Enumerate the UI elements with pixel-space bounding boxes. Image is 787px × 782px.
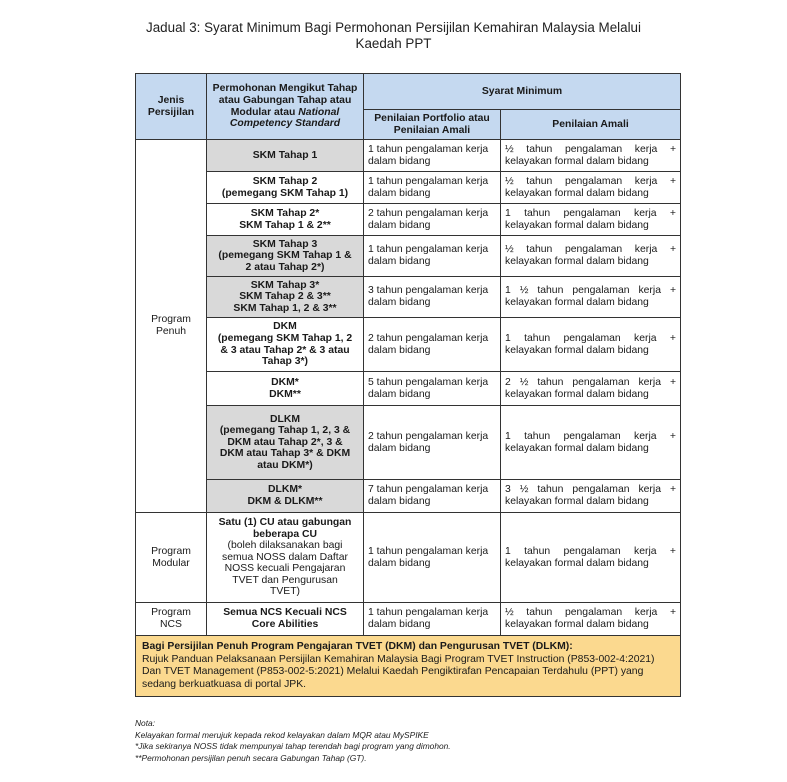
note-body: Rujuk Panduan Pelaksanaan Persijilan Kemahiran Malaysia Bagi Program TVET Instruction (P853-002-4:2021) Dan TVET Management (P853-002-5:2021) Melalui Kaedah Pengiktirafan Pencapaian Terdahulu (PPT) yang sedang berkuatkuasa di portal JPK. [142, 653, 655, 690]
level-line: (pemegang SKM Tahap 1) [221, 187, 349, 199]
amali-cell: ½ tahun pengalaman kerja + kelayakan formal dalam bidang [501, 603, 681, 636]
header-portfolio: Penilaian Portfolio atau Penilaian Amali [364, 110, 501, 140]
level-line: SKM Tahap 3* [250, 279, 320, 291]
level-line: Tahap 3*) [262, 356, 308, 368]
level-line: SKM Tahap 2* [250, 207, 320, 219]
level-subline: TVET) [269, 586, 300, 598]
level-cell [207, 318, 364, 372]
amali-cell: 1 tahun pengalaman kerja + kelayakan formal dalam bidang [501, 204, 681, 236]
level-subline: TVET dan Pengurusan [232, 574, 338, 586]
header-amali: Penilaian Amali [501, 110, 681, 140]
amali-cell: 1 tahun pengalaman kerja + kelayakan formal dalam bidang [501, 406, 681, 480]
footnote-line: **Permohonan persijilan penuh secara Gabungan Tahap (GT). [135, 752, 367, 763]
header-permohonan-text: Permohonan Mengikut Tahap atau Gabungan Tahap atau Modular atau [212, 83, 358, 118]
level-line: Core Abilities [251, 619, 319, 630]
level-cell [207, 372, 364, 406]
footnotes [135, 718, 695, 764]
portfolio-cell: 1 tahun pengalaman kerja dalam bidang [364, 513, 501, 603]
level-line: DKM* [271, 376, 299, 388]
level-line: DKM** [269, 388, 301, 400]
level-cell [207, 480, 364, 513]
amali-cell: 2 ½ tahun pengalaman kerja + kelayakan formal dalam bidang [501, 372, 681, 406]
level-line: SKM Tahap 2 [252, 175, 318, 187]
portfolio-cell: 1 tahun pengalaman kerja dalam bidang [364, 603, 501, 636]
level-line: SKM Tahap 1 [252, 149, 318, 161]
group-program-ncs: Program NCS [136, 603, 207, 636]
portfolio-cell: 2 tahun pengalaman kerja dalam bidang [364, 204, 501, 236]
title-line-1: Jadual 3: Syarat Minimum Bagi Permohonan Persijilan Kemahiran Malaysia Melalui [146, 20, 641, 35]
level-line: DLKM* [267, 484, 303, 496]
level-line: SKM Tahap 1 & 2** [239, 219, 331, 231]
level-line: atau DKM*) [257, 459, 313, 471]
level-cell [207, 277, 364, 318]
level-cell [207, 406, 364, 480]
header-permohonan [207, 74, 364, 140]
level-line: SKM Tahap 3 [252, 238, 318, 250]
amali-cell: 1 tahun pengalaman kerja + kelayakan formal dalam bidang [501, 318, 681, 372]
table-title [0, 20, 787, 52]
level-line: (pemegang Tahap 1, 2, 3 & [219, 425, 351, 437]
level-cell [207, 513, 364, 603]
note-heading: Bagi Persijilan Penuh Program Pengajaran TVET (DKM) dan Pengurusan TVET (DLKM): [142, 641, 573, 652]
level-cell [207, 204, 364, 236]
portfolio-cell: 2 tahun pengalaman kerja dalam bidang [364, 406, 501, 480]
level-line: (pemegang SKM Tahap 1 & [218, 250, 352, 262]
level-line: Satu (1) CU atau gabungan [218, 516, 352, 528]
level-line: (pemegang SKM Tahap 1, 2 [217, 332, 353, 344]
group-program-modular: Program Modular [136, 513, 207, 603]
level-line: DKM [273, 321, 297, 333]
portfolio-cell: 1 tahun pengalaman kerja dalam bidang [364, 236, 501, 277]
level-line: DKM atau Tahap 2*, 3 & [227, 436, 343, 448]
title-line-2: Kaedah PPT [355, 36, 432, 51]
portfolio-cell: 1 tahun pengalaman kerja dalam bidang [364, 172, 501, 204]
requirements-table [135, 73, 681, 697]
portfolio-cell: 3 tahun pengalaman kerja dalam bidang [364, 277, 501, 318]
level-subline: NOSS kecuali Pengajaran [224, 563, 346, 575]
level-cell [207, 603, 364, 636]
amali-cell: ½ tahun pengalaman kerja + kelayakan formal dalam bidang [501, 236, 681, 277]
level-subline: semua NOSS dalam Daftar [222, 551, 348, 563]
level-line: 2 atau Tahap 2*) [245, 261, 325, 273]
dkm-dlkm-note [136, 636, 681, 697]
portfolio-cell: 7 tahun pengalaman kerja dalam bidang [364, 480, 501, 513]
amali-cell: 1 tahun pengalaman kerja + kelayakan formal dalam bidang [501, 513, 681, 603]
portfolio-cell: 1 tahun pengalaman kerja dalam bidang [364, 140, 501, 172]
level-line: & 3 atau Tahap 2* & 3 atau [220, 344, 350, 356]
level-subline: (boleh dilaksanakan bagi [227, 540, 343, 552]
level-line: Semua NCS Kecuali NCS [223, 607, 347, 619]
group-program-penuh: Program Penuh [136, 140, 207, 513]
level-cell [207, 140, 364, 172]
level-line: DKM & DLKM** [247, 496, 323, 507]
level-cell [207, 236, 364, 277]
header-syarat: Syarat Minimum [364, 74, 681, 110]
level-line: DKM atau Tahap 3* & DKM [219, 448, 351, 460]
level-line: SKM Tahap 2 & 3** [239, 291, 331, 303]
level-line: beberapa CU [252, 528, 318, 540]
amali-cell: ½ tahun pengalaman kerja + kelayakan formal dalam bidang [501, 172, 681, 204]
portfolio-cell: 5 tahun pengalaman kerja dalam bidang [364, 372, 501, 406]
amali-cell: 1 ½ tahun pengalaman kerja + kelayakan formal dalam bidang [501, 277, 681, 318]
amali-cell: ½ tahun pengalaman kerja + kelayakan formal dalam bidang [501, 140, 681, 172]
footnote-label: Nota: [135, 718, 156, 728]
level-cell [207, 172, 364, 204]
level-line: SKM Tahap 1, 2 & 3** [233, 302, 337, 314]
amali-cell: 3 ½ tahun pengalaman kerja + kelayakan formal dalam bidang [501, 480, 681, 513]
level-line: DLKM [269, 413, 300, 425]
footnote-line: *Jika sekiranya NOSS tidak mempunyai tahap terendah bagi program yang dimohon. [135, 741, 451, 751]
footnote-line: Kelayakan formal merujuk kepada rekod kelayakan dalam MQR atau MySPIKE [135, 729, 429, 740]
portfolio-cell: 2 tahun pengalaman kerja dalam bidang [364, 318, 501, 372]
header-jenis: Jenis Persijilan [136, 74, 207, 140]
header-permohonan-italic: National Competency Standard [229, 106, 341, 130]
